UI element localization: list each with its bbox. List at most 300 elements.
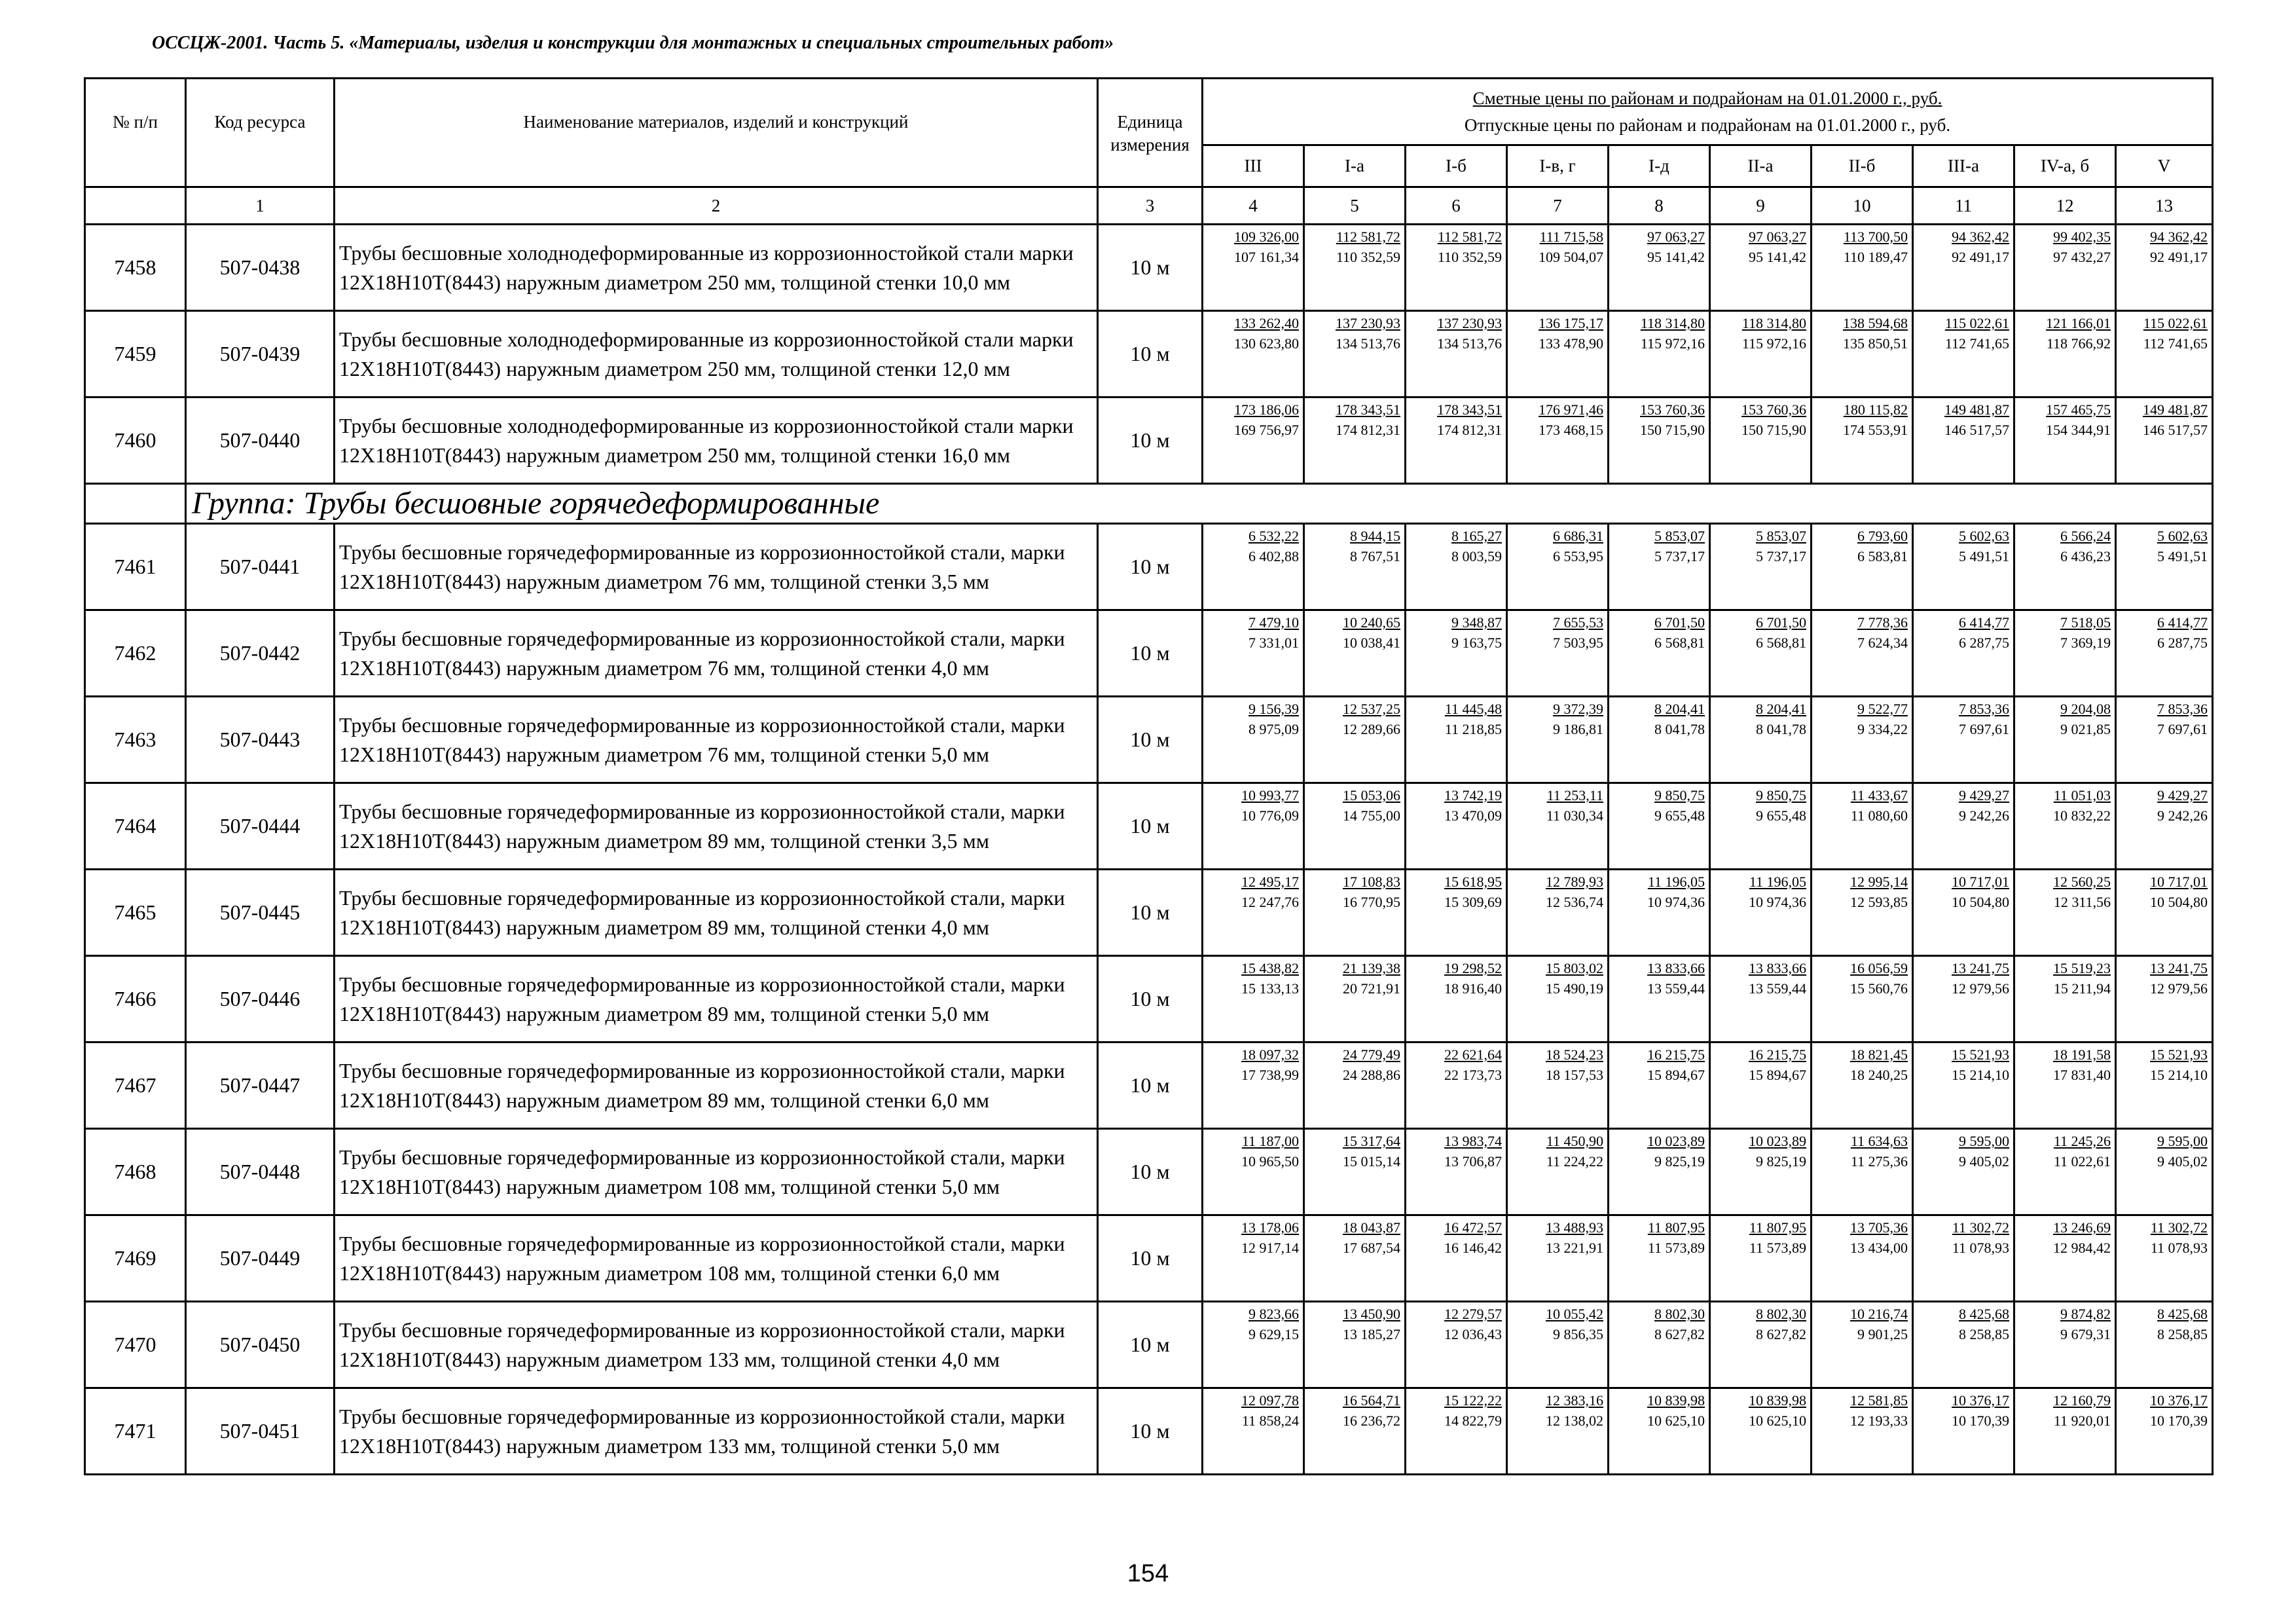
price-pair bbox=[2015, 312, 2115, 354]
estimate-price: 15 521,93 bbox=[1952, 1046, 2009, 1063]
price-pair bbox=[1914, 1043, 2013, 1086]
table-row bbox=[85, 870, 2213, 956]
price-pair bbox=[1305, 525, 1404, 567]
price-cell bbox=[1710, 697, 1812, 783]
estimate-price: 18 191,58 bbox=[2053, 1046, 2111, 1063]
estimate-price: 8 165,27 bbox=[1451, 528, 1502, 544]
estimate-price: 13 246,69 bbox=[2053, 1219, 2111, 1236]
estimate-price: 173 186,06 bbox=[1234, 401, 1299, 418]
release-price: 9 901,25 bbox=[1857, 1325, 1908, 1342]
price-cell bbox=[1406, 524, 1507, 610]
price-pair bbox=[1609, 398, 1709, 441]
release-price: 8 258,85 bbox=[1959, 1325, 2009, 1342]
estimate-price: 11 302,72 bbox=[2150, 1219, 2208, 1236]
release-price: 9 629,15 bbox=[1248, 1325, 1299, 1342]
release-price: 10 038,41 bbox=[1343, 634, 1400, 651]
price-cell bbox=[1304, 311, 1406, 397]
release-price: 134 513,76 bbox=[1437, 335, 1502, 352]
price-pair bbox=[1914, 957, 2013, 999]
price-pair bbox=[1203, 1389, 1303, 1431]
price-pair bbox=[1609, 1043, 1709, 1086]
release-price: 15 894,67 bbox=[1647, 1066, 1705, 1083]
release-price: 13 706,87 bbox=[1444, 1153, 1502, 1170]
release-price: 10 974,36 bbox=[1749, 893, 1806, 910]
price-pair bbox=[1406, 312, 1506, 354]
price-pair bbox=[1812, 697, 1912, 740]
estimate-price: 13 450,90 bbox=[1343, 1306, 1400, 1322]
estimate-price: 118 314,80 bbox=[1640, 315, 1705, 331]
price-cell bbox=[1913, 870, 2014, 956]
release-price: 9 186,81 bbox=[1553, 720, 1603, 737]
price-pair bbox=[1508, 1216, 1607, 1259]
header-no: № п/п bbox=[85, 79, 186, 187]
price-pair bbox=[2117, 1130, 2212, 1172]
table-row bbox=[85, 225, 2213, 311]
estimate-price: 11 445,48 bbox=[1444, 701, 1502, 717]
estimate-price: 153 760,36 bbox=[1741, 401, 1806, 418]
price-pair bbox=[1406, 870, 1506, 913]
region-header: V bbox=[2116, 145, 2213, 187]
estimate-price: 13 488,93 bbox=[1546, 1219, 1603, 1236]
estimate-price: 11 187,00 bbox=[1241, 1133, 1299, 1149]
estimate-price: 6 701,50 bbox=[1756, 614, 1806, 631]
column-number: 9 bbox=[1710, 187, 1812, 225]
price-cell bbox=[1203, 1302, 1304, 1388]
release-price: 15 490,19 bbox=[1546, 980, 1603, 997]
price-cell bbox=[2116, 783, 2213, 870]
price-cell bbox=[1913, 524, 2014, 610]
price-cell bbox=[2014, 870, 2116, 956]
row-number: 7461 bbox=[85, 524, 186, 610]
release-price: 18 916,40 bbox=[1444, 980, 1502, 997]
release-price: 110 189,47 bbox=[1843, 248, 1908, 265]
release-price: 6 583,81 bbox=[1857, 547, 1908, 564]
price-pair bbox=[1812, 1389, 1912, 1431]
resource-code: 507-0446 bbox=[186, 956, 335, 1043]
price-pair bbox=[2117, 1216, 2212, 1259]
release-price: 118 766,92 bbox=[2046, 335, 2111, 352]
price-pair bbox=[1406, 784, 1506, 826]
price-cell bbox=[1406, 1043, 1507, 1129]
price-pair bbox=[2015, 697, 2115, 740]
price-cell bbox=[1913, 697, 2014, 783]
price-table bbox=[84, 77, 2214, 1475]
price-cell bbox=[1203, 1043, 1304, 1129]
header-unit: Единица измерения bbox=[1098, 79, 1203, 187]
release-price: 7 369,19 bbox=[2060, 634, 2111, 651]
material-name: Трубы бесшовные горячедеформированные из коррозионностойкой стали, марки 12Х18Н10Т(8443) наружным диаметром 89 мм, толщиной стенки 5,0 мм bbox=[335, 956, 1098, 1043]
price-pair bbox=[1914, 1130, 2013, 1172]
release-price: 20 721,91 bbox=[1343, 980, 1400, 997]
price-cell bbox=[2014, 311, 2116, 397]
price-cell bbox=[1304, 783, 1406, 870]
release-price: 146 517,57 bbox=[1944, 421, 2009, 438]
release-price: 12 193,33 bbox=[1850, 1412, 1908, 1429]
estimate-price: 7 853,36 bbox=[2157, 701, 2208, 717]
estimate-price: 18 524,23 bbox=[1546, 1046, 1603, 1063]
release-price: 12 311,56 bbox=[2053, 893, 2111, 910]
estimate-price: 6 701,50 bbox=[1654, 614, 1705, 631]
price-cell bbox=[2116, 1302, 2213, 1388]
estimate-price: 9 204,08 bbox=[2060, 701, 2111, 717]
release-price: 24 288,86 bbox=[1343, 1066, 1400, 1083]
price-pair bbox=[1609, 611, 1709, 654]
row-number: 7468 bbox=[85, 1129, 186, 1215]
price-cell bbox=[1812, 311, 1913, 397]
price-cell bbox=[1304, 1129, 1406, 1215]
estimate-price: 12 537,25 bbox=[1343, 701, 1400, 717]
release-price: 9 825,19 bbox=[1654, 1153, 1705, 1170]
price-cell bbox=[1203, 524, 1304, 610]
price-cell bbox=[1507, 524, 1609, 610]
release-price: 15 214,10 bbox=[1952, 1066, 2009, 1083]
price-pair bbox=[2015, 1043, 2115, 1086]
resource-code: 507-0448 bbox=[186, 1129, 335, 1215]
document-header: ОССЦЖ-2001. Часть 5. «Материалы, изделия и конструкции для монтажных и специальных строительных работ» bbox=[152, 33, 1114, 53]
estimate-price: 133 262,40 bbox=[1234, 315, 1299, 331]
estimate-price: 10 376,17 bbox=[1952, 1392, 2009, 1409]
region-header: I-д bbox=[1609, 145, 1710, 187]
price-cell bbox=[1406, 1388, 1507, 1475]
release-price: 9 856,35 bbox=[1553, 1325, 1603, 1342]
price-cell bbox=[1812, 697, 1913, 783]
region-header: I-в, г bbox=[1507, 145, 1609, 187]
column-number: 10 bbox=[1812, 187, 1913, 225]
release-price: 9 825,19 bbox=[1756, 1153, 1806, 1170]
estimate-price: 10 023,89 bbox=[1647, 1133, 1705, 1149]
estimate-price: 6 414,77 bbox=[2157, 614, 2208, 631]
price-cell bbox=[2116, 1388, 2213, 1475]
price-pair bbox=[2015, 957, 2115, 999]
price-cell bbox=[1507, 956, 1609, 1043]
release-price: 95 141,42 bbox=[1749, 248, 1806, 265]
table-row bbox=[85, 956, 2213, 1043]
estimate-price: 6 414,77 bbox=[1959, 614, 2009, 631]
price-cell bbox=[2014, 524, 2116, 610]
estimate-price: 9 595,00 bbox=[1959, 1133, 2009, 1149]
estimate-price: 15 618,95 bbox=[1444, 874, 1502, 890]
price-cell bbox=[1609, 870, 1710, 956]
price-cell bbox=[2014, 225, 2116, 311]
price-pair bbox=[1406, 1043, 1506, 1086]
estimate-price: 9 595,00 bbox=[2157, 1133, 2208, 1149]
price-cell bbox=[2116, 397, 2213, 484]
release-price: 174 812,31 bbox=[1336, 421, 1400, 438]
column-number: 3 bbox=[1098, 187, 1203, 225]
estimate-price: 13 241,75 bbox=[2150, 960, 2208, 976]
price-cell bbox=[2116, 610, 2213, 697]
estimate-price: 11 450,90 bbox=[1546, 1133, 1603, 1149]
estimate-price: 7 655,53 bbox=[1553, 614, 1603, 631]
release-price: 7 697,61 bbox=[1959, 720, 2009, 737]
release-price: 11 275,36 bbox=[1850, 1153, 1908, 1170]
price-cell bbox=[1203, 697, 1304, 783]
release-price: 11 858,24 bbox=[1241, 1412, 1299, 1429]
unit: 10 м bbox=[1098, 610, 1203, 697]
price-pair bbox=[1203, 957, 1303, 999]
release-price: 146 517,57 bbox=[2143, 421, 2208, 438]
price-pair bbox=[1914, 225, 2013, 268]
price-cell bbox=[2116, 1043, 2213, 1129]
estimate-price: 11 196,05 bbox=[1749, 874, 1806, 890]
estimate-price: 16 215,75 bbox=[1647, 1046, 1705, 1063]
release-price: 9 163,75 bbox=[1451, 634, 1502, 651]
price-cell bbox=[1507, 1388, 1609, 1475]
price-pair bbox=[1609, 1302, 1709, 1345]
resource-code: 507-0450 bbox=[186, 1302, 335, 1388]
estimate-price: 112 581,72 bbox=[1336, 229, 1400, 245]
column-number: 2 bbox=[335, 187, 1098, 225]
release-price: 174 812,31 bbox=[1437, 421, 1502, 438]
release-price: 133 478,90 bbox=[1539, 335, 1603, 352]
price-pair bbox=[1812, 1043, 1912, 1086]
price-pair bbox=[1711, 312, 1810, 354]
price-cell bbox=[1406, 870, 1507, 956]
row-number: 7465 bbox=[85, 870, 186, 956]
price-cell bbox=[1304, 697, 1406, 783]
release-price: 13 434,00 bbox=[1850, 1239, 1908, 1256]
price-cell bbox=[1812, 524, 1913, 610]
price-pair bbox=[2015, 525, 2115, 567]
price-pair bbox=[1914, 312, 2013, 354]
price-pair bbox=[2015, 225, 2115, 268]
price-pair bbox=[1203, 697, 1303, 740]
release-price: 12 289,66 bbox=[1343, 720, 1400, 737]
estimate-price: 9 874,82 bbox=[2060, 1306, 2111, 1322]
release-price: 12 536,74 bbox=[1546, 893, 1603, 910]
price-pair bbox=[1609, 1130, 1709, 1172]
estimate-price: 9 429,27 bbox=[1959, 787, 2009, 803]
estimate-price: 15 053,06 bbox=[1343, 787, 1400, 803]
release-price: 10 776,09 bbox=[1241, 807, 1299, 824]
release-price: 5 737,17 bbox=[1654, 547, 1705, 564]
resource-code: 507-0441 bbox=[186, 524, 335, 610]
price-cell bbox=[1710, 610, 1812, 697]
release-price: 13 185,27 bbox=[1343, 1325, 1400, 1342]
column-number: 8 bbox=[1609, 187, 1710, 225]
price-cell bbox=[1609, 1043, 1710, 1129]
release-price: 10 504,80 bbox=[1952, 893, 2009, 910]
release-price: 17 687,54 bbox=[1343, 1239, 1400, 1256]
price-cell bbox=[1203, 1129, 1304, 1215]
price-cell bbox=[1406, 1129, 1507, 1215]
resource-code: 507-0439 bbox=[186, 311, 335, 397]
price-pair bbox=[1305, 957, 1404, 999]
estimate-price: 11 433,67 bbox=[1850, 787, 1908, 803]
release-price: 8 627,82 bbox=[1756, 1325, 1806, 1342]
group-spacer bbox=[85, 484, 186, 524]
release-price: 10 974,36 bbox=[1647, 893, 1705, 910]
price-pair bbox=[2015, 1389, 2115, 1431]
estimate-price: 7 778,36 bbox=[1857, 614, 1908, 631]
table-row bbox=[85, 1043, 2213, 1129]
price-cell bbox=[1710, 870, 1812, 956]
estimate-price: 15 122,22 bbox=[1444, 1392, 1502, 1409]
price-pair bbox=[1305, 1130, 1404, 1172]
header-code: Код ресурса bbox=[186, 79, 335, 187]
release-price: 7 331,01 bbox=[1248, 634, 1299, 651]
release-price: 8 627,82 bbox=[1654, 1325, 1705, 1342]
header-name: Наименование материалов, изделий и конструкций bbox=[335, 79, 1098, 187]
release-price: 150 715,90 bbox=[1640, 421, 1705, 438]
estimate-price: 137 230,93 bbox=[1437, 315, 1502, 331]
row-number: 7462 bbox=[85, 610, 186, 697]
price-pair bbox=[1812, 611, 1912, 654]
price-cell bbox=[1406, 783, 1507, 870]
unit: 10 м bbox=[1098, 1302, 1203, 1388]
price-pair bbox=[1305, 697, 1404, 740]
price-cell bbox=[1304, 1302, 1406, 1388]
estimate-price: 12 995,14 bbox=[1850, 874, 1908, 890]
release-price: 12 138,02 bbox=[1546, 1412, 1603, 1429]
price-pair bbox=[1508, 1043, 1607, 1086]
release-price: 18 240,25 bbox=[1850, 1066, 1908, 1083]
estimate-price: 10 993,77 bbox=[1241, 787, 1299, 803]
release-price: 9 405,02 bbox=[1959, 1153, 2009, 1170]
release-price: 11 030,34 bbox=[1546, 807, 1603, 824]
estimate-price: 8 204,41 bbox=[1756, 701, 1806, 717]
group-cell bbox=[186, 484, 2213, 524]
price-pair bbox=[1508, 398, 1607, 441]
price-pair bbox=[1406, 225, 1506, 268]
region-header: III bbox=[1203, 145, 1304, 187]
price-cell bbox=[2014, 783, 2116, 870]
estimate-price: 115 022,61 bbox=[1944, 315, 2009, 331]
release-price: 9 242,26 bbox=[1959, 807, 2009, 824]
price-pair bbox=[1508, 312, 1607, 354]
price-cell bbox=[1406, 397, 1507, 484]
price-pair bbox=[1711, 697, 1810, 740]
estimate-price: 10 717,01 bbox=[1952, 874, 2009, 890]
release-price: 11 078,93 bbox=[1952, 1239, 2009, 1256]
region-header: I-б bbox=[1406, 145, 1507, 187]
price-cell bbox=[2014, 1302, 2116, 1388]
estimate-price: 118 314,80 bbox=[1741, 315, 1806, 331]
resource-code: 507-0449 bbox=[186, 1215, 335, 1302]
price-cell bbox=[1609, 311, 1710, 397]
release-price: 13 559,44 bbox=[1647, 980, 1705, 997]
release-price: 7 624,34 bbox=[1857, 634, 1908, 651]
price-cell bbox=[1507, 1215, 1609, 1302]
estimate-price: 8 204,41 bbox=[1654, 701, 1705, 717]
unit: 10 м bbox=[1098, 783, 1203, 870]
release-price: 5 491,51 bbox=[1959, 547, 2009, 564]
release-price: 18 157,53 bbox=[1546, 1066, 1603, 1083]
row-number: 7460 bbox=[85, 397, 186, 484]
estimate-price: 13 178,06 bbox=[1241, 1219, 1299, 1236]
release-price: 115 972,16 bbox=[1640, 335, 1705, 352]
estimate-price: 94 362,42 bbox=[2150, 229, 2208, 245]
estimate-price: 10 839,98 bbox=[1749, 1392, 1806, 1409]
release-price: 6 287,75 bbox=[2157, 634, 2208, 651]
estimate-price: 180 115,82 bbox=[1843, 401, 1908, 418]
group-row bbox=[85, 484, 2213, 524]
price-pair bbox=[2117, 398, 2212, 441]
resource-code: 507-0440 bbox=[186, 397, 335, 484]
price-cell bbox=[1710, 1302, 1812, 1388]
price-pair bbox=[1508, 784, 1607, 826]
price-cell bbox=[1609, 397, 1710, 484]
unit: 10 м bbox=[1098, 697, 1203, 783]
row-number: 7467 bbox=[85, 1043, 186, 1129]
release-price: 11 920,01 bbox=[2053, 1412, 2111, 1429]
price-cell bbox=[1812, 956, 1913, 1043]
material-name: Трубы бесшовные горячедеформированные из коррозионностойкой стали, марки 12Х18Н10Т(8443) наружным диаметром 76 мм, толщиной стенки 5,0 мм bbox=[335, 697, 1098, 783]
estimate-price: 157 465,75 bbox=[2046, 401, 2111, 418]
release-price: 16 146,42 bbox=[1444, 1239, 1502, 1256]
price-pair bbox=[1812, 784, 1912, 826]
release-price: 112 741,65 bbox=[1944, 335, 2009, 352]
price-pair bbox=[1609, 1216, 1709, 1259]
price-pair bbox=[1203, 1302, 1303, 1345]
price-cell bbox=[1507, 1129, 1609, 1215]
price-pair bbox=[2015, 1130, 2115, 1172]
column-number: 12 bbox=[2014, 187, 2116, 225]
estimate-price: 21 139,38 bbox=[1343, 960, 1400, 976]
price-cell bbox=[1812, 870, 1913, 956]
price-cell bbox=[1304, 1043, 1406, 1129]
price-pair bbox=[1406, 697, 1506, 740]
price-cell bbox=[1609, 1388, 1710, 1475]
column-number: 11 bbox=[1913, 187, 2014, 225]
release-price: 173 468,15 bbox=[1539, 421, 1603, 438]
resource-code: 507-0443 bbox=[186, 697, 335, 783]
price-cell bbox=[1812, 610, 1913, 697]
price-pair bbox=[1711, 398, 1810, 441]
estimate-price: 8 802,30 bbox=[1654, 1306, 1705, 1322]
release-price: 16 770,95 bbox=[1343, 893, 1400, 910]
estimate-price: 12 495,17 bbox=[1241, 874, 1299, 890]
price-pair bbox=[1203, 1043, 1303, 1086]
price-pair bbox=[1812, 1130, 1912, 1172]
estimate-price: 13 241,75 bbox=[1952, 960, 2009, 976]
page-number: 154 bbox=[1127, 1560, 1169, 1587]
estimate-price: 8 802,30 bbox=[1756, 1306, 1806, 1322]
price-pair bbox=[1508, 225, 1607, 268]
estimate-price: 121 166,01 bbox=[2046, 315, 2111, 331]
header-prices-estimate: Сметные цены по районам и подрайонам на 01.01.2000 г., руб. bbox=[1472, 88, 1942, 108]
estimate-price: 5 602,63 bbox=[1959, 528, 2009, 544]
price-pair bbox=[1406, 611, 1506, 654]
estimate-price: 15 519,23 bbox=[2053, 960, 2111, 976]
table-row bbox=[85, 1129, 2213, 1215]
release-price: 22 173,73 bbox=[1444, 1066, 1502, 1083]
price-pair bbox=[1914, 1302, 2013, 1345]
price-pair bbox=[1406, 957, 1506, 999]
estimate-price: 8 944,15 bbox=[1350, 528, 1400, 544]
price-pair bbox=[1203, 611, 1303, 654]
estimate-price: 16 564,71 bbox=[1343, 1392, 1400, 1409]
price-cell bbox=[1710, 1388, 1812, 1475]
release-price: 154 344,91 bbox=[2046, 421, 2111, 438]
price-cell bbox=[1913, 1302, 2014, 1388]
release-price: 8 258,85 bbox=[2157, 1325, 2208, 1342]
material-name: Трубы бесшовные горячедеформированные из коррозионностойкой стали, марки 12Х18Н10Т(8443) наружным диаметром 133 мм, толщиной стенки 4,0 мм bbox=[335, 1302, 1098, 1388]
price-cell bbox=[1913, 610, 2014, 697]
row-number: 7458 bbox=[85, 225, 186, 311]
price-pair bbox=[2117, 1043, 2212, 1086]
region-header: III-а bbox=[1913, 145, 2014, 187]
release-price: 134 513,76 bbox=[1336, 335, 1400, 352]
price-pair bbox=[1406, 1216, 1506, 1259]
material-name: Трубы бесшовные горячедеформированные из коррозионностойкой стали, марки 12Х18Н10Т(8443) наружным диаметром 133 мм, толщиной стенки 5,0 мм bbox=[335, 1388, 1098, 1475]
estimate-price: 5 853,07 bbox=[1756, 528, 1806, 544]
release-price: 9 242,26 bbox=[2157, 807, 2208, 824]
price-pair bbox=[1609, 957, 1709, 999]
price-cell bbox=[1203, 225, 1304, 311]
price-pair bbox=[1609, 697, 1709, 740]
price-pair bbox=[1609, 784, 1709, 826]
